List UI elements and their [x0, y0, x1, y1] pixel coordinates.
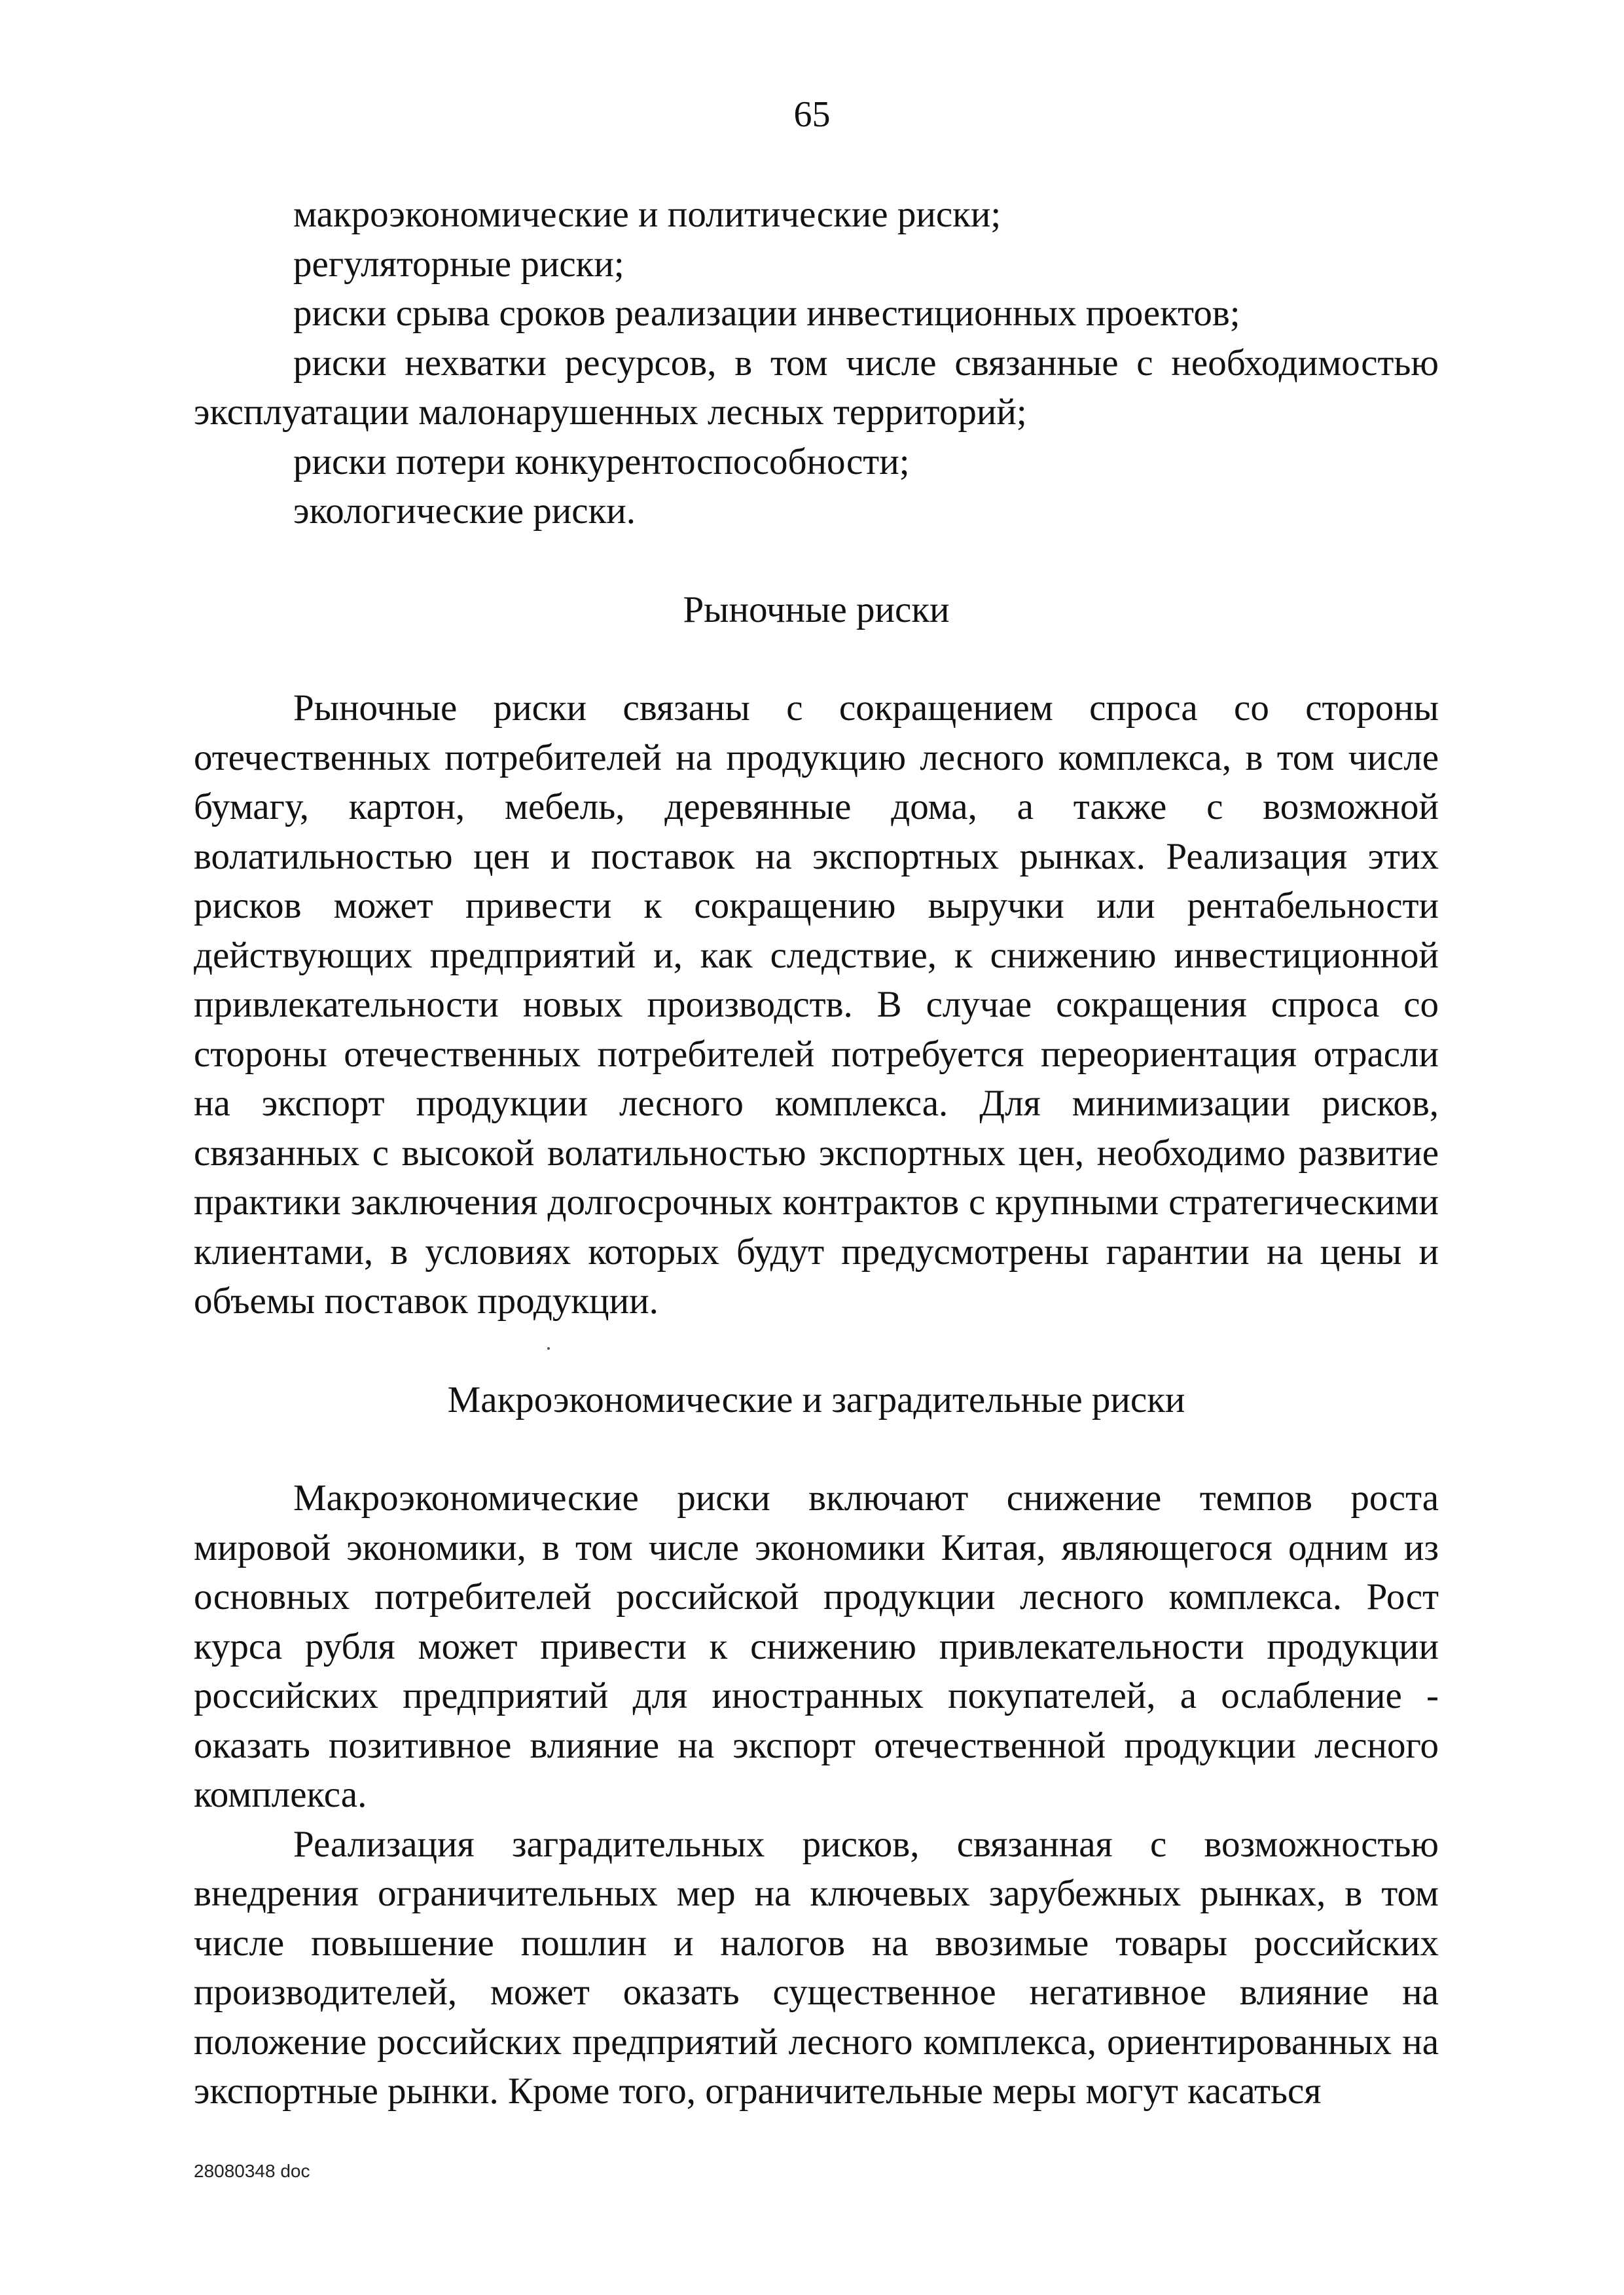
document-body	[194, 190, 1439, 2116]
paragraph-market-risks: Рыночные риски связаны с сокращением спроса со стороны отечественных потребителей на продукцию лесного комплекса, в том числе бумагу, картон, мебель, деревянные дома, а также с возможной волатильностью цен и поставок на экспортных рынках. Реализация этих рисков может привести к сокращению выручки или рентабельности действующих предприятий и, как следствие, к снижению инвестиционной привлекательности новых производств. В случае сокращения спроса со стороны отечественных потребителей потребуется переориентация отрасли на экспорт продукции лесного комплекса. Для минимизации рисков, связанных с высокой волатильностью экспортных цен, необходимо развитие практики заключения долгосрочных контрактов с крупными стратегическими клиентами, в условиях которых будут предусмотрены гарантии на цены и объемы поставок продукции.	[194, 687, 1439, 1322]
page-number: 65	[793, 94, 831, 135]
document-footer-id: 28080348 doc	[194, 2161, 310, 2181]
paragraph-macro-risks: Макроэкономические риски включают снижение темпов роста мировой экономики, в том числе экономики Китая, являющегося одним из основных потребителей российской продукции лесного комплекса. Рост курса рубля может привести к снижению привлекательности продукции российских предприятий для иностранных покупателей, а ослабление - оказать позитивное влияние на экспорт отечественной продукции лесного комплекса.	[194, 1477, 1439, 1815]
paragraph-barrier-risks: Реализация заградительных рисков, связанная с возможностью внедрения ограничительных мер на ключевых зарубежных рынках, в том числе повышение пошлин и налогов на ввозимые товары российских производителей, может оказать существенное негативное влияние на положение российских предприятий лесного комплекса, ориентированных на экспортные рынки. Кроме того, ограничительные меры могут касаться	[194, 1823, 1439, 2112]
list-item-competitiveness: риски потери конкурентоспособности;	[293, 441, 910, 482]
list-item-resources: риски нехватки ресурсов, в том числе связанные с необходимостью эксплуатации малонарушенных лесных территорий;	[194, 342, 1439, 433]
list-item-macro-political: макроэкономические и политические риски;	[293, 194, 1001, 235]
list-item-ecological: экологические риски.	[293, 490, 636, 532]
list-item-deadline: риски срыва сроков реализации инвестиционных проектов;	[293, 293, 1240, 334]
section-heading-market-risks: Рыночные риски	[683, 588, 950, 630]
scan-speck	[547, 1347, 550, 1350]
list-item-regulatory: регуляторные риски;	[293, 243, 624, 285]
section-heading-macro-risks: Макроэкономические и заградительные риски	[447, 1379, 1185, 1420]
